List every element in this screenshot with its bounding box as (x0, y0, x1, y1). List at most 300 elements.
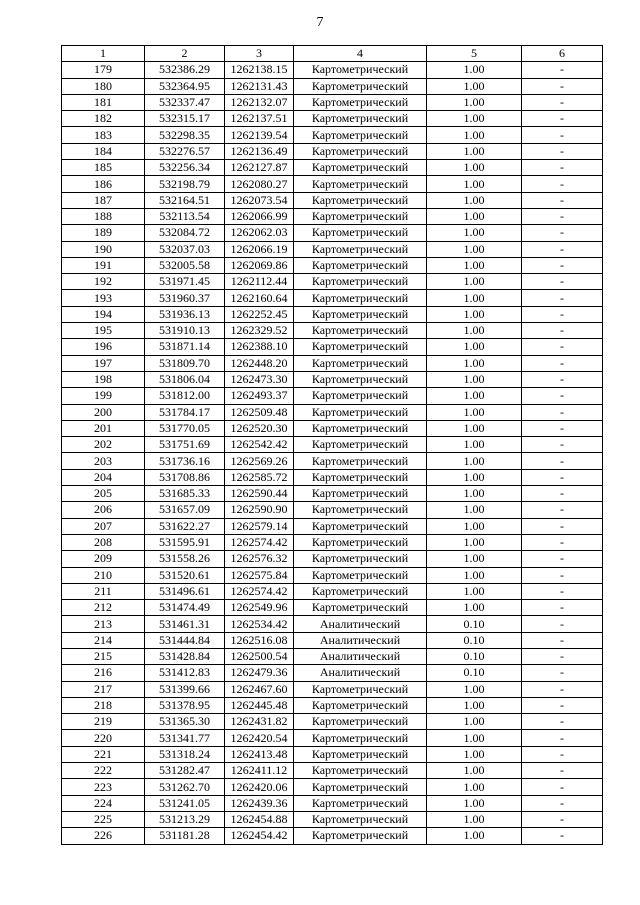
note-cell: - (522, 160, 603, 176)
table-row (62, 111, 603, 127)
point-number-cell: 208 (62, 534, 145, 550)
note-cell: - (522, 763, 603, 779)
method-cell: Картометрический (294, 795, 427, 811)
table-row (62, 437, 603, 453)
method-cell: Картометрический (294, 714, 427, 730)
header-cell-6: 6 (522, 46, 603, 62)
table-row (62, 323, 603, 339)
y-coordinate-cell: 1262454.88 (225, 811, 294, 827)
point-number-cell: 179 (62, 62, 145, 78)
x-coordinate-cell: 531657.09 (145, 502, 225, 518)
x-coordinate-cell: 531341.77 (145, 730, 225, 746)
method-cell: Картометрический (294, 697, 427, 713)
table-row (62, 763, 603, 779)
header-cell-5: 5 (427, 46, 522, 62)
table-row (62, 208, 603, 224)
note-cell: - (522, 323, 603, 339)
note-cell: - (522, 404, 603, 420)
table-row (62, 404, 603, 420)
accuracy-cell: 1.00 (427, 62, 522, 78)
accuracy-cell: 1.00 (427, 94, 522, 110)
method-cell: Картометрический (294, 127, 427, 143)
note-cell: - (522, 469, 603, 485)
y-coordinate-cell: 1262473.30 (225, 371, 294, 387)
accuracy-cell: 1.00 (427, 697, 522, 713)
method-cell: Картометрический (294, 176, 427, 192)
accuracy-cell: 1.00 (427, 502, 522, 518)
note-cell: - (522, 257, 603, 273)
method-cell: Картометрический (294, 420, 427, 436)
point-number-cell: 196 (62, 339, 145, 355)
note-cell: - (522, 632, 603, 648)
x-coordinate-cell: 532315.17 (145, 111, 225, 127)
method-cell: Картометрический (294, 534, 427, 550)
y-coordinate-cell: 1262439.36 (225, 795, 294, 811)
y-coordinate-cell: 1262549.96 (225, 600, 294, 616)
accuracy-cell: 1.00 (427, 795, 522, 811)
note-cell: - (522, 241, 603, 257)
point-number-cell: 204 (62, 469, 145, 485)
y-coordinate-cell: 1262388.10 (225, 339, 294, 355)
point-number-cell: 180 (62, 78, 145, 94)
point-number-cell: 193 (62, 290, 145, 306)
accuracy-cell: 1.00 (427, 257, 522, 273)
method-cell: Картометрический (294, 453, 427, 469)
point-number-cell: 205 (62, 486, 145, 502)
point-number-cell: 212 (62, 600, 145, 616)
method-cell: Картометрический (294, 437, 427, 453)
note-cell: - (522, 518, 603, 534)
method-cell: Картометрический (294, 371, 427, 387)
y-coordinate-cell: 1262542.42 (225, 437, 294, 453)
note-cell: - (522, 779, 603, 795)
accuracy-cell: 1.00 (427, 486, 522, 502)
point-number-cell: 221 (62, 746, 145, 762)
x-coordinate-cell: 531708.86 (145, 469, 225, 485)
point-number-cell: 188 (62, 208, 145, 224)
table-row (62, 62, 603, 78)
x-coordinate-cell: 531241.05 (145, 795, 225, 811)
x-coordinate-cell: 531910.13 (145, 323, 225, 339)
accuracy-cell: 1.00 (427, 681, 522, 697)
method-cell: Картометрический (294, 94, 427, 110)
method-cell: Аналитический (294, 616, 427, 632)
header-row (62, 46, 603, 62)
y-coordinate-cell: 1262420.54 (225, 730, 294, 746)
accuracy-cell: 1.00 (427, 567, 522, 583)
note-cell: - (522, 714, 603, 730)
y-coordinate-cell: 1262420.06 (225, 779, 294, 795)
note-cell: - (522, 127, 603, 143)
note-cell: - (522, 225, 603, 241)
point-number-cell: 183 (62, 127, 145, 143)
y-coordinate-cell: 1262411.12 (225, 763, 294, 779)
table-row (62, 828, 603, 844)
point-number-cell: 202 (62, 437, 145, 453)
x-coordinate-cell: 532386.29 (145, 62, 225, 78)
y-coordinate-cell: 1262073.54 (225, 192, 294, 208)
accuracy-cell: 1.00 (427, 355, 522, 371)
method-cell: Картометрический (294, 469, 427, 485)
point-number-cell: 201 (62, 420, 145, 436)
x-coordinate-cell: 532005.58 (145, 257, 225, 273)
method-cell: Картометрический (294, 323, 427, 339)
method-cell: Картометрический (294, 600, 427, 616)
point-number-cell: 210 (62, 567, 145, 583)
y-coordinate-cell: 1262516.08 (225, 632, 294, 648)
accuracy-cell: 1.00 (427, 127, 522, 143)
note-cell: - (522, 551, 603, 567)
method-cell: Картометрический (294, 763, 427, 779)
x-coordinate-cell: 531474.49 (145, 600, 225, 616)
point-number-cell: 209 (62, 551, 145, 567)
method-cell: Картометрический (294, 225, 427, 241)
accuracy-cell: 1.00 (427, 534, 522, 550)
table-row (62, 648, 603, 664)
y-coordinate-cell: 1262160.64 (225, 290, 294, 306)
note-cell: - (522, 648, 603, 664)
point-number-cell: 206 (62, 502, 145, 518)
y-coordinate-cell: 1262329.52 (225, 323, 294, 339)
x-coordinate-cell: 531520.61 (145, 567, 225, 583)
accuracy-cell: 1.00 (427, 241, 522, 257)
x-coordinate-cell: 531461.31 (145, 616, 225, 632)
table-row (62, 143, 603, 159)
accuracy-cell: 1.00 (427, 78, 522, 94)
method-cell: Картометрический (294, 339, 427, 355)
method-cell: Картометрический (294, 257, 427, 273)
point-number-cell: 215 (62, 648, 145, 664)
accuracy-cell: 1.00 (427, 143, 522, 159)
note-cell: - (522, 746, 603, 762)
x-coordinate-cell: 532164.51 (145, 192, 225, 208)
x-coordinate-cell: 531622.27 (145, 518, 225, 534)
x-coordinate-cell: 532084.72 (145, 225, 225, 241)
y-coordinate-cell: 1262454.42 (225, 828, 294, 844)
y-coordinate-cell: 1262520.30 (225, 420, 294, 436)
y-coordinate-cell: 1262479.36 (225, 665, 294, 681)
note-cell: - (522, 111, 603, 127)
accuracy-cell: 1.00 (427, 404, 522, 420)
x-coordinate-cell: 531181.28 (145, 828, 225, 844)
point-number-cell: 187 (62, 192, 145, 208)
x-coordinate-cell: 531871.14 (145, 339, 225, 355)
note-cell: - (522, 192, 603, 208)
x-coordinate-cell: 531770.05 (145, 420, 225, 436)
x-coordinate-cell: 531262.70 (145, 779, 225, 795)
y-coordinate-cell: 1262431.82 (225, 714, 294, 730)
method-cell: Картометрический (294, 143, 427, 159)
point-number-cell: 181 (62, 94, 145, 110)
method-cell: Картометрический (294, 518, 427, 534)
note-cell: - (522, 486, 603, 502)
y-coordinate-cell: 1262137.51 (225, 111, 294, 127)
y-coordinate-cell: 1262534.42 (225, 616, 294, 632)
x-coordinate-cell: 531784.17 (145, 404, 225, 420)
x-coordinate-cell: 532037.03 (145, 241, 225, 257)
accuracy-cell: 0.10 (427, 616, 522, 632)
accuracy-cell: 1.00 (427, 111, 522, 127)
method-cell: Картометрический (294, 306, 427, 322)
table-row (62, 339, 603, 355)
note-cell: - (522, 583, 603, 599)
coordinates-table-body (62, 46, 603, 845)
table-row (62, 355, 603, 371)
table-row (62, 306, 603, 322)
table-row (62, 176, 603, 192)
note-cell: - (522, 355, 603, 371)
table-row (62, 567, 603, 583)
header-cell-1: 1 (62, 46, 145, 62)
note-cell: - (522, 502, 603, 518)
method-cell: Аналитический (294, 632, 427, 648)
accuracy-cell: 1.00 (427, 453, 522, 469)
accuracy-cell: 1.00 (427, 306, 522, 322)
point-number-cell: 223 (62, 779, 145, 795)
point-number-cell: 195 (62, 323, 145, 339)
y-coordinate-cell: 1262112.44 (225, 274, 294, 290)
note-cell: - (522, 208, 603, 224)
y-coordinate-cell: 1262069.86 (225, 257, 294, 273)
accuracy-cell: 1.00 (427, 274, 522, 290)
note-cell: - (522, 697, 603, 713)
header-cell-2: 2 (145, 46, 225, 62)
accuracy-cell: 1.00 (427, 192, 522, 208)
note-cell: - (522, 534, 603, 550)
point-number-cell: 216 (62, 665, 145, 681)
x-coordinate-cell: 531282.47 (145, 763, 225, 779)
accuracy-cell: 1.00 (427, 371, 522, 387)
method-cell: Картометрический (294, 388, 427, 404)
note-cell: - (522, 371, 603, 387)
table-row (62, 257, 603, 273)
table-row (62, 779, 603, 795)
x-coordinate-cell: 532256.34 (145, 160, 225, 176)
x-coordinate-cell: 532113.54 (145, 208, 225, 224)
note-cell: - (522, 143, 603, 159)
accuracy-cell: 1.00 (427, 811, 522, 827)
note-cell: - (522, 453, 603, 469)
x-coordinate-cell: 531558.26 (145, 551, 225, 567)
method-cell: Картометрический (294, 828, 427, 844)
point-number-cell: 192 (62, 274, 145, 290)
table-row (62, 371, 603, 387)
table-row (62, 518, 603, 534)
point-number-cell: 226 (62, 828, 145, 844)
accuracy-cell: 1.00 (427, 339, 522, 355)
table-row (62, 225, 603, 241)
accuracy-cell: 1.00 (427, 730, 522, 746)
x-coordinate-cell: 531213.29 (145, 811, 225, 827)
table-row (62, 714, 603, 730)
table-row (62, 192, 603, 208)
y-coordinate-cell: 1262127.87 (225, 160, 294, 176)
y-coordinate-cell: 1262136.49 (225, 143, 294, 159)
y-coordinate-cell: 1262579.14 (225, 518, 294, 534)
accuracy-cell: 1.00 (427, 176, 522, 192)
table-row (62, 697, 603, 713)
y-coordinate-cell: 1262132.07 (225, 94, 294, 110)
y-coordinate-cell: 1262575.84 (225, 567, 294, 583)
page-number: 7 (316, 15, 324, 30)
y-coordinate-cell: 1262139.54 (225, 127, 294, 143)
point-number-cell: 207 (62, 518, 145, 534)
y-coordinate-cell: 1262448.20 (225, 355, 294, 371)
coordinates-table (61, 45, 603, 845)
y-coordinate-cell: 1262569.26 (225, 453, 294, 469)
table-row (62, 551, 603, 567)
method-cell: Картометрический (294, 241, 427, 257)
point-number-cell: 189 (62, 225, 145, 241)
note-cell: - (522, 339, 603, 355)
table-row (62, 600, 603, 616)
x-coordinate-cell: 531318.24 (145, 746, 225, 762)
method-cell: Картометрический (294, 779, 427, 795)
accuracy-cell: 1.00 (427, 551, 522, 567)
note-cell: - (522, 274, 603, 290)
x-coordinate-cell: 531399.66 (145, 681, 225, 697)
point-number-cell: 191 (62, 257, 145, 273)
table-row (62, 730, 603, 746)
accuracy-cell: 1.00 (427, 208, 522, 224)
header-cell-3: 3 (225, 46, 294, 62)
accuracy-cell: 1.00 (427, 828, 522, 844)
note-cell: - (522, 420, 603, 436)
table-row (62, 453, 603, 469)
accuracy-cell: 1.00 (427, 518, 522, 534)
note-cell: - (522, 795, 603, 811)
table-row (62, 241, 603, 257)
method-cell: Картометрический (294, 551, 427, 567)
y-coordinate-cell: 1262590.44 (225, 486, 294, 502)
note-cell: - (522, 437, 603, 453)
note-cell: - (522, 616, 603, 632)
y-coordinate-cell: 1262080.27 (225, 176, 294, 192)
y-coordinate-cell: 1262413.48 (225, 746, 294, 762)
note-cell: - (522, 62, 603, 78)
method-cell: Картометрический (294, 290, 427, 306)
table-row (62, 486, 603, 502)
accuracy-cell: 1.00 (427, 746, 522, 762)
point-number-cell: 198 (62, 371, 145, 387)
method-cell: Картометрический (294, 111, 427, 127)
y-coordinate-cell: 1262574.42 (225, 583, 294, 599)
point-number-cell: 203 (62, 453, 145, 469)
table-row (62, 127, 603, 143)
accuracy-cell: 1.00 (427, 323, 522, 339)
point-number-cell: 194 (62, 306, 145, 322)
method-cell: Картометрический (294, 746, 427, 762)
x-coordinate-cell: 532364.95 (145, 78, 225, 94)
x-coordinate-cell: 531960.37 (145, 290, 225, 306)
note-cell: - (522, 567, 603, 583)
x-coordinate-cell: 532276.57 (145, 143, 225, 159)
point-number-cell: 217 (62, 681, 145, 697)
y-coordinate-cell: 1262252.45 (225, 306, 294, 322)
x-coordinate-cell: 531595.91 (145, 534, 225, 550)
table-row (62, 290, 603, 306)
method-cell: Картометрический (294, 160, 427, 176)
method-cell: Аналитический (294, 665, 427, 681)
x-coordinate-cell: 531365.30 (145, 714, 225, 730)
point-number-cell: 199 (62, 388, 145, 404)
x-coordinate-cell: 531809.70 (145, 355, 225, 371)
method-cell: Картометрический (294, 486, 427, 502)
method-cell: Картометрический (294, 274, 427, 290)
note-cell: - (522, 388, 603, 404)
table-row (62, 795, 603, 811)
table-row (62, 160, 603, 176)
note-cell: - (522, 176, 603, 192)
accuracy-cell: 1.00 (427, 437, 522, 453)
table-row (62, 469, 603, 485)
accuracy-cell: 1.00 (427, 714, 522, 730)
x-coordinate-cell: 531378.95 (145, 697, 225, 713)
accuracy-cell: 1.00 (427, 763, 522, 779)
y-coordinate-cell: 1262574.42 (225, 534, 294, 550)
accuracy-cell: 1.00 (427, 388, 522, 404)
point-number-cell: 186 (62, 176, 145, 192)
table-row (62, 388, 603, 404)
table-row (62, 632, 603, 648)
method-cell: Картометрический (294, 502, 427, 518)
point-number-cell: 211 (62, 583, 145, 599)
point-number-cell: 213 (62, 616, 145, 632)
table-row (62, 616, 603, 632)
accuracy-cell: 1.00 (427, 779, 522, 795)
point-number-cell: 190 (62, 241, 145, 257)
point-number-cell: 219 (62, 714, 145, 730)
note-cell: - (522, 94, 603, 110)
point-number-cell: 225 (62, 811, 145, 827)
note-cell: - (522, 290, 603, 306)
header-cell-4: 4 (294, 46, 427, 62)
table-row (62, 681, 603, 697)
x-coordinate-cell: 531496.61 (145, 583, 225, 599)
x-coordinate-cell: 531428.84 (145, 648, 225, 664)
point-number-cell: 184 (62, 143, 145, 159)
method-cell: Аналитический (294, 648, 427, 664)
accuracy-cell: 1.00 (427, 160, 522, 176)
accuracy-cell: 0.10 (427, 665, 522, 681)
x-coordinate-cell: 531412.83 (145, 665, 225, 681)
method-cell: Картометрический (294, 811, 427, 827)
method-cell: Картометрический (294, 62, 427, 78)
y-coordinate-cell: 1262066.19 (225, 241, 294, 257)
y-coordinate-cell: 1262445.48 (225, 697, 294, 713)
method-cell: Картометрический (294, 208, 427, 224)
y-coordinate-cell: 1262500.54 (225, 648, 294, 664)
x-coordinate-cell: 531685.33 (145, 486, 225, 502)
accuracy-cell: 1.00 (427, 583, 522, 599)
table-row (62, 274, 603, 290)
accuracy-cell: 1.00 (427, 225, 522, 241)
accuracy-cell: 0.10 (427, 648, 522, 664)
x-coordinate-cell: 532298.35 (145, 127, 225, 143)
method-cell: Картометрический (294, 730, 427, 746)
point-number-cell: 197 (62, 355, 145, 371)
note-cell: - (522, 681, 603, 697)
table-row (62, 811, 603, 827)
accuracy-cell: 1.00 (427, 469, 522, 485)
x-coordinate-cell: 531751.69 (145, 437, 225, 453)
point-number-cell: 214 (62, 632, 145, 648)
point-number-cell: 182 (62, 111, 145, 127)
y-coordinate-cell: 1262138.15 (225, 62, 294, 78)
table-row (62, 746, 603, 762)
y-coordinate-cell: 1262467.60 (225, 681, 294, 697)
y-coordinate-cell: 1262585.72 (225, 469, 294, 485)
